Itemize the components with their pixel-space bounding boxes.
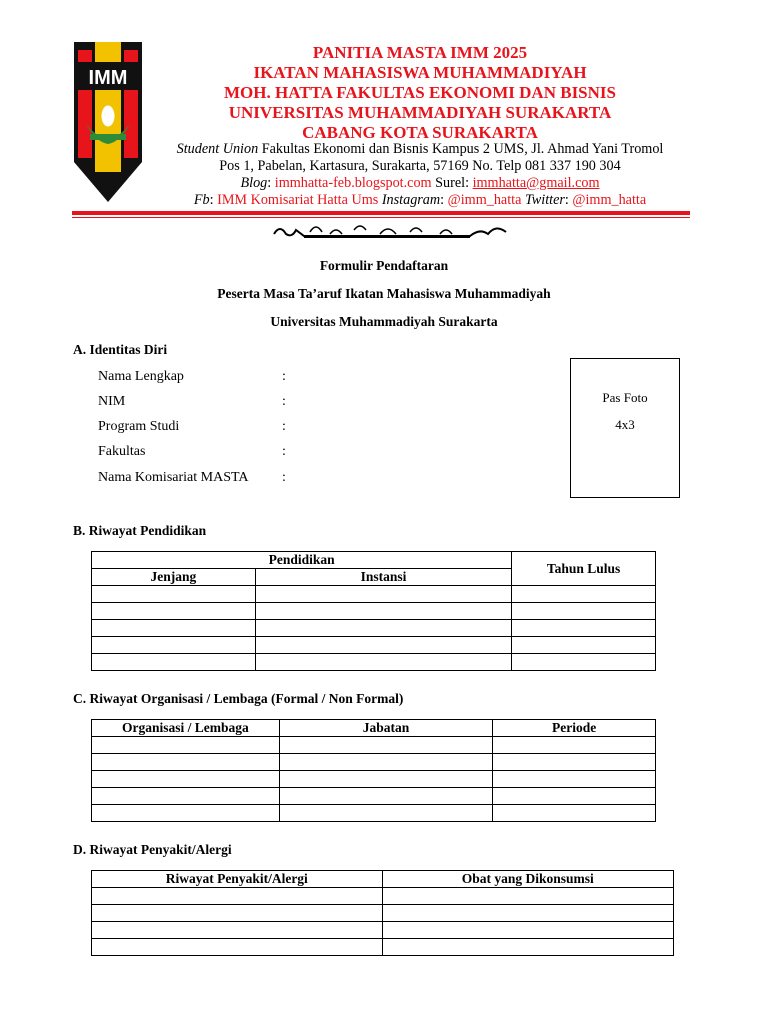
table-cell[interactable] (493, 754, 656, 771)
table-cell[interactable] (92, 737, 280, 754)
table-cell[interactable] (92, 888, 383, 905)
address-line-2: Pos 1, Pabelan, Kartasura, Surakarta, 57169 No. Telp 081 337 190 304 (219, 158, 621, 174)
header-line-4: UNIVERSITAS MUHAMMADIYAH SURAKARTA (228, 103, 612, 122)
table-cell[interactable] (279, 754, 493, 771)
photo-placeholder (570, 358, 680, 498)
field-colon: : (282, 470, 286, 485)
table-row (92, 788, 656, 805)
col-header-jenjang: Jenjang (92, 569, 256, 586)
fb-label: Fb (193, 192, 210, 208)
field-nim: NIM (98, 394, 126, 409)
table-row (92, 603, 656, 620)
field-nama-lengkap: Nama Lengkap (98, 369, 184, 384)
fb-link[interactable]: IMM Komisariat Hatta Ums (217, 192, 379, 208)
table-row (92, 771, 656, 788)
table-row (92, 737, 656, 754)
table-header-row (92, 720, 656, 737)
field-colon: : (282, 419, 286, 434)
surel-label: Surel: (431, 175, 473, 191)
illness-table (91, 870, 674, 956)
table-cell[interactable] (279, 771, 493, 788)
table-cell[interactable] (279, 737, 493, 754)
form-title: Formulir Pendaftaran (319, 258, 449, 273)
form-university: Universitas Muhammadiyah Surakarta (270, 314, 498, 329)
twitter-link[interactable]: @imm_hatta (572, 192, 647, 208)
section-a-heading: A. Identitas Diri (73, 342, 168, 357)
section-c-heading: C. Riwayat Organisasi / Lembaga (Formal / Non Formal) (73, 691, 404, 706)
basmalah-calligraphy (270, 220, 510, 242)
table-header-row (92, 552, 656, 569)
table-cell[interactable] (255, 654, 512, 671)
table-cell[interactable] (92, 805, 280, 822)
blog-label: Blog (240, 175, 268, 191)
table-row (92, 939, 674, 956)
photo-label: Pas Foto (602, 390, 648, 405)
col-header-organisasi: Organisasi / Lembaga (92, 720, 280, 737)
table-cell[interactable] (92, 654, 256, 671)
section-d-heading: D. Riwayat Penyakit/Alergi (73, 842, 232, 857)
header-line-2: IKATAN MAHASISWA MUHAMMADIYAH (253, 63, 587, 82)
header-line-5: CABANG KOTA SURAKARTA (302, 123, 538, 142)
col-header-jabatan: Jabatan (279, 720, 493, 737)
table-cell[interactable] (255, 637, 512, 654)
col-header-penyakit: Riwayat Penyakit/Alergi (92, 871, 383, 888)
blog-line: Blog: immhatta-feb.blogspot.com Surel: immhatta@gmail.com (240, 175, 600, 191)
twitter-label: Twitter (524, 192, 565, 208)
header-line-3: MOH. HATTA FAKULTAS EKONOMI DAN BISNIS (223, 83, 616, 102)
table-cell[interactable] (512, 620, 656, 637)
table-cell[interactable] (92, 620, 256, 637)
table-cell[interactable] (512, 637, 656, 654)
form-subtitle: Peserta Masa Ta’aruf Ikatan Mahasiswa Muhammadiyah (217, 286, 551, 301)
table-cell[interactable] (382, 922, 673, 939)
table-cell[interactable] (92, 754, 280, 771)
header-contact-block (140, 141, 700, 209)
table-cell[interactable] (512, 603, 656, 620)
table-cell[interactable] (255, 620, 512, 637)
table-row (92, 805, 656, 822)
table-cell[interactable] (382, 905, 673, 922)
field-colon: : (282, 394, 286, 409)
header-divider-thin (72, 217, 690, 218)
table-cell[interactable] (512, 586, 656, 603)
table-cell[interactable] (493, 805, 656, 822)
section-b-heading: B. Riwayat Pendidikan (73, 523, 207, 538)
table-cell[interactable] (255, 586, 512, 603)
table-row (92, 754, 656, 771)
social-line: Fb: IMM Komisariat Hatta Ums Instagram: @imm_hatta Twitter: @imm_hatta (193, 192, 647, 208)
table-cell[interactable] (512, 654, 656, 671)
table-cell[interactable] (382, 939, 673, 956)
table-cell[interactable] (279, 805, 493, 822)
table-cell[interactable] (493, 737, 656, 754)
table-cell[interactable] (92, 922, 383, 939)
table-cell[interactable] (92, 788, 280, 805)
table-cell[interactable] (92, 586, 256, 603)
header-org-block (150, 43, 690, 143)
address-line-1 (140, 141, 700, 158)
header-divider-thick (72, 211, 690, 215)
student-union-label: Student Union (176, 141, 259, 157)
table-cell[interactable] (92, 637, 256, 654)
table-cell[interactable] (255, 603, 512, 620)
blog-link[interactable]: immhatta-feb.blogspot.com (274, 175, 432, 191)
imm-logo (74, 42, 142, 202)
table-header-row (92, 871, 674, 888)
header-line-1: PANITIA MASTA IMM 2025 (312, 43, 528, 62)
table-cell[interactable] (92, 771, 280, 788)
education-table (91, 551, 656, 671)
table-cell[interactable] (92, 939, 383, 956)
field-colon: : (282, 444, 286, 459)
col-header-tahun-lulus: Tahun Lulus (512, 552, 656, 586)
table-row (92, 637, 656, 654)
field-program-studi: Program Studi (98, 419, 180, 434)
table-cell[interactable] (279, 788, 493, 805)
table-row (92, 888, 674, 905)
table-row (92, 905, 674, 922)
table-cell[interactable] (92, 603, 256, 620)
field-nama-komisariat: Nama Komisariat MASTA (98, 470, 249, 485)
table-cell[interactable] (382, 888, 673, 905)
logo-text: IMM (88, 67, 128, 89)
table-row (92, 654, 656, 671)
col-header-periode: Periode (493, 720, 656, 737)
table-cell[interactable] (493, 771, 656, 788)
table-cell[interactable] (493, 788, 656, 805)
organization-table (91, 719, 656, 822)
instagram-link[interactable]: @imm_hatta (447, 192, 522, 208)
col-header-instansi: Instansi (255, 569, 512, 586)
table-row (92, 620, 656, 637)
col-header-obat: Obat yang Dikonsumsi (382, 871, 673, 888)
field-colon: : (282, 369, 286, 384)
instagram-label: Instagram (381, 192, 441, 208)
table-cell[interactable] (92, 905, 383, 922)
address-part-1: Fakultas Ekonomi dan Bisnis Kampus 2 UMS, Jl. Ahmad Yani Tromol (258, 141, 664, 157)
field-fakultas: Fakultas (98, 444, 146, 459)
education-group-header: Pendidikan (92, 552, 512, 569)
email-link[interactable]: immhatta@gmail.com (472, 175, 600, 191)
table-row (92, 586, 656, 603)
table-row (92, 922, 674, 939)
photo-size-label: 4x3 (615, 417, 635, 432)
